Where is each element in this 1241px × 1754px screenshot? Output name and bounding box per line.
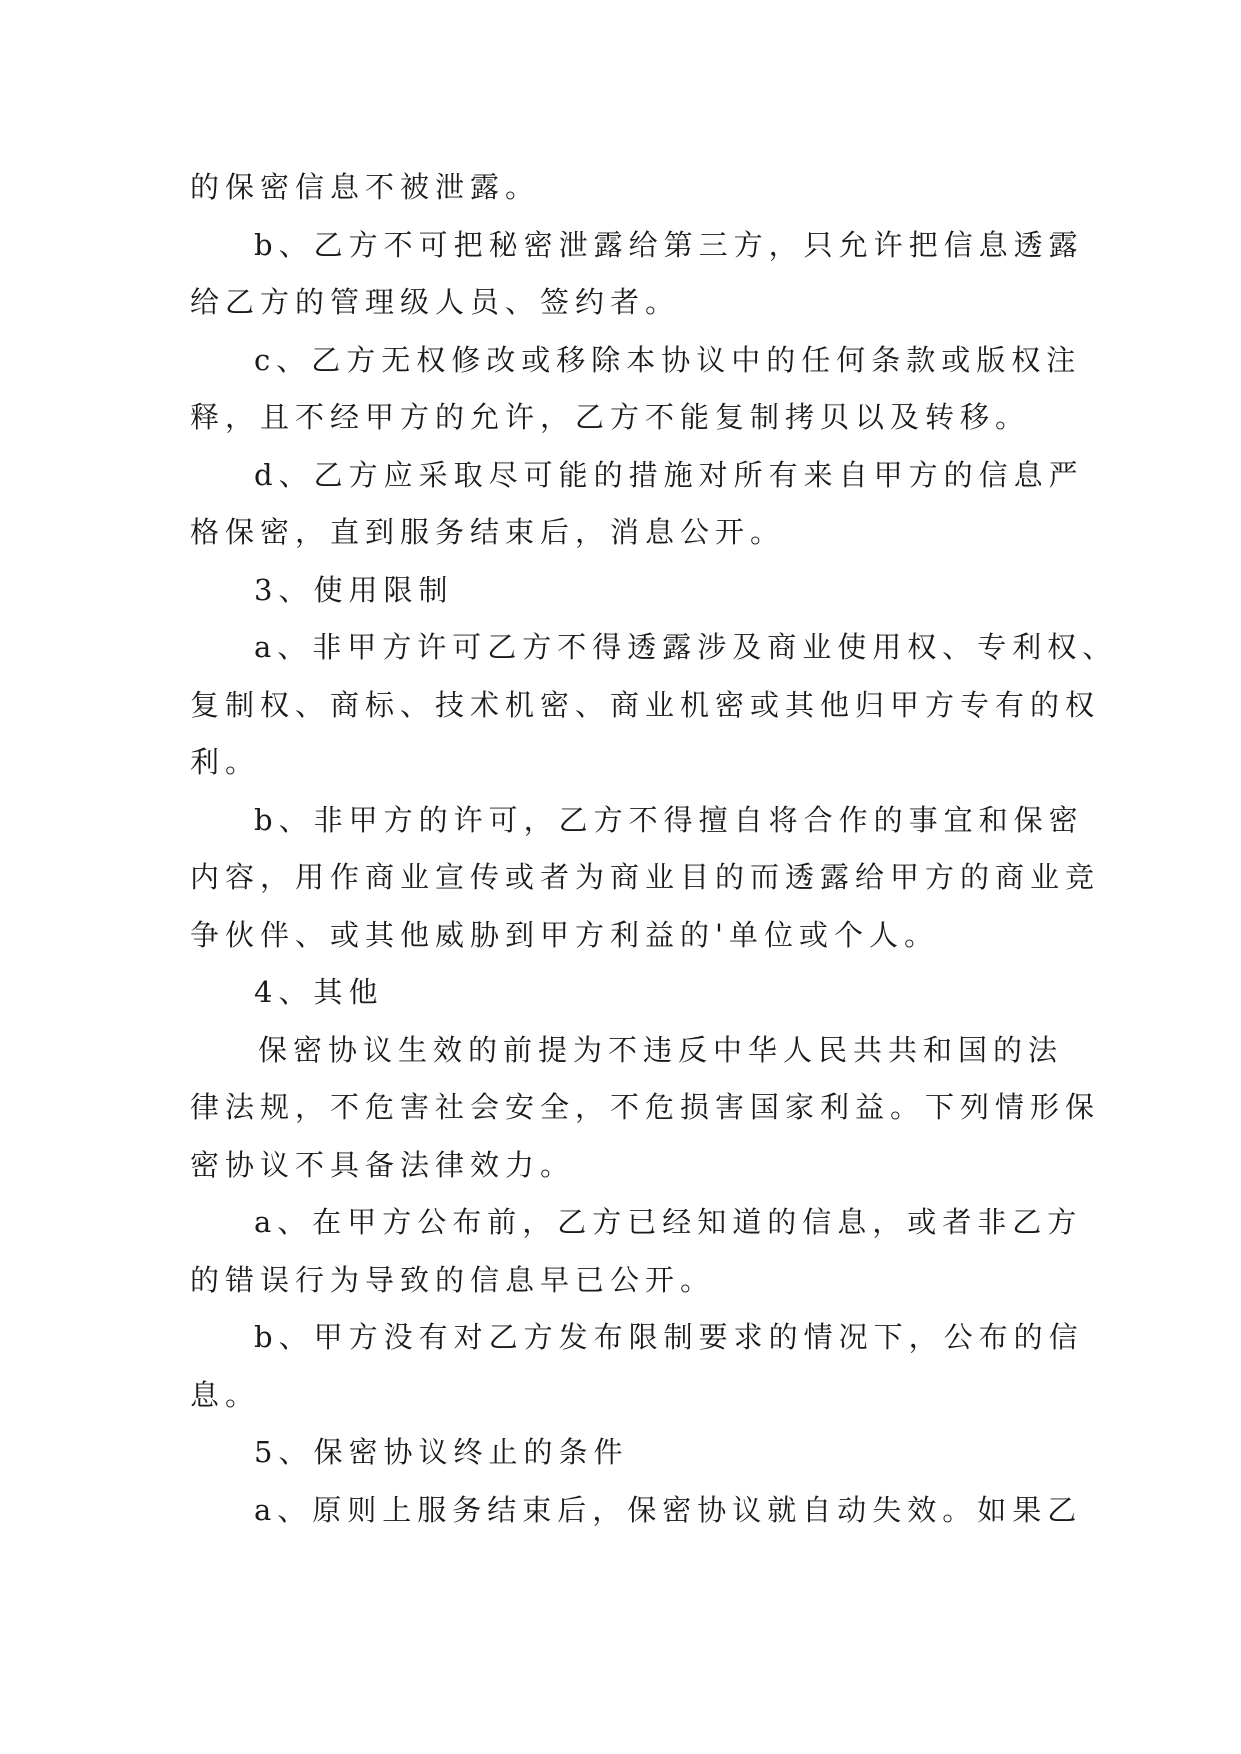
text-line: b、甲方没有对乙方发布限制要求的情况下，公布的信 <box>254 1320 1084 1354</box>
text-line: 释，且不经甲方的允许，乙方不能复制拷贝以及转移。 <box>190 400 1031 434</box>
text-line: 内容，用作商业宣传或者为商业目的而透露给甲方的商业竞 <box>190 860 1101 894</box>
text-line: 复制权、商标、技术机密、商业机密或其他归甲方专有的权 <box>190 688 1101 722</box>
text-line: a、非甲方许可乙方不得透露涉及商业使用权、专利权、 <box>254 630 1118 664</box>
text-line: 格保密，直到服务结束后，消息公开。 <box>190 515 786 549</box>
text-line: 律法规，不危害社会安全，不危损害国家利益。下列情形保 <box>190 1090 1101 1124</box>
text-line: 争伙伴、或其他威胁到甲方利益的'单位或个人。 <box>190 918 939 952</box>
section-heading: 5、保密协议终止的条件 <box>254 1435 629 1469</box>
text-line: 保密协议生效的前提为不违反中华人民共共和国的法 <box>258 1033 1064 1067</box>
text-line: 给乙方的管理级人员、签约者。 <box>190 285 681 319</box>
text-line: c、乙方无权修改或移除本协议中的任何条款或版权注 <box>254 343 1082 377</box>
text-line: a、原则上服务结束后，保密协议就自动失效。如果乙 <box>254 1493 1083 1527</box>
text-line: a、在甲方公布前，乙方已经知道的信息，或者非乙方 <box>254 1205 1083 1239</box>
text-line: b、乙方不可把秘密泄露给第三方，只允许把信息透露 <box>254 228 1084 262</box>
text-line: 的错误行为导致的信息早已公开。 <box>190 1263 716 1297</box>
text-line: b、非甲方的许可，乙方不得擅自将合作的事宜和保密 <box>254 803 1084 837</box>
text-line: 的保密信息不被泄露。 <box>190 170 541 204</box>
section-heading: 3、使用限制 <box>254 573 454 607</box>
text-line: d、乙方应采取尽可能的措施对所有来自甲方的信息严 <box>254 458 1084 492</box>
text-line: 利。 <box>190 745 261 779</box>
text-line: 密协议不具备法律效力。 <box>190 1148 576 1182</box>
text-line: 息。 <box>190 1378 261 1412</box>
section-heading: 4、其他 <box>254 975 384 1009</box>
